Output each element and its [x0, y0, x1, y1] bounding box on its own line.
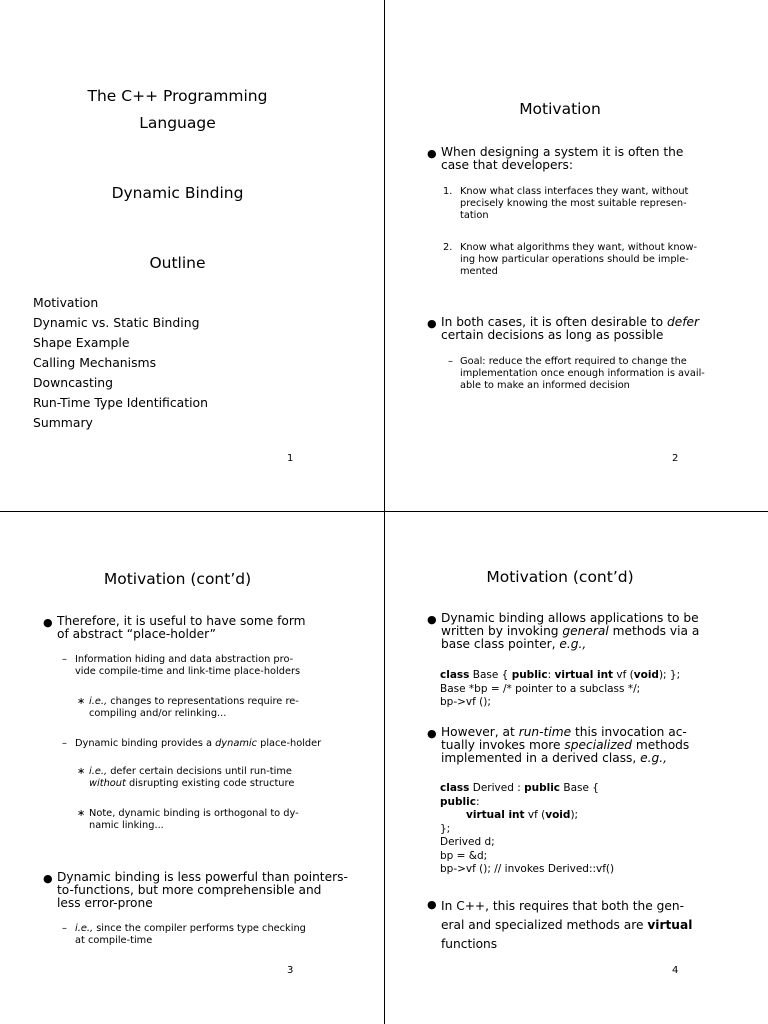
list-line: Know what class interfaces they want, without	[460, 186, 689, 197]
page-number: 1	[287, 453, 294, 464]
star-icon: ∗	[77, 696, 86, 707]
code-span: );	[570, 809, 579, 821]
code-block-1	[440, 669, 680, 710]
emphasis: i.e.,	[89, 696, 108, 707]
dash-icon: –	[62, 738, 67, 749]
bullet-icon: ●	[427, 147, 437, 160]
bullet-text	[441, 897, 692, 954]
bullet-icon: ●	[427, 898, 437, 911]
list-line: tation	[460, 210, 489, 221]
dash-icon: –	[62, 923, 67, 934]
bullet-line: to-functions, but more comprehensible and	[57, 883, 322, 897]
bullet-line: functions	[441, 937, 498, 951]
code-line: };	[440, 822, 451, 835]
code-span: Base {	[560, 782, 599, 794]
bullet-line: When designing a system it is often the	[441, 145, 684, 159]
code-line: Base *bp = /* pointer to a subclass */;	[440, 682, 641, 695]
bullet-icon: ●	[427, 317, 437, 330]
emphasis: e.g.,	[559, 637, 587, 651]
keyword: public	[511, 669, 548, 681]
bullet-text	[57, 871, 348, 910]
slide-1-title-line1: The C++ Programming	[87, 87, 268, 105]
outline-item: Summary	[33, 415, 93, 430]
emphasis: specialized	[564, 738, 632, 752]
sub-line	[89, 778, 294, 790]
outline-item: Calling Mechanisms	[33, 355, 157, 370]
bullet-text	[57, 615, 306, 641]
list-line: ing how particular operations should be imple-	[460, 254, 689, 265]
bullet-icon: ●	[427, 613, 437, 626]
sub-line	[75, 923, 306, 935]
code-span: :	[547, 669, 555, 681]
bullet-line	[441, 916, 692, 935]
outline-item: Dynamic vs. Static Binding	[33, 315, 200, 330]
slide-3	[0, 512, 385, 1024]
sub-line: compiling and/or relinking...	[89, 708, 227, 719]
code-line: bp = &d;	[440, 849, 488, 862]
bullet-line	[441, 752, 689, 765]
sub-line: Information hiding and data abstraction pro-	[75, 654, 294, 665]
sub-item	[75, 654, 300, 678]
code-line	[440, 669, 680, 683]
sub-line: implementation once enough information is avail-	[460, 368, 705, 379]
sub-sub-item	[89, 696, 299, 720]
list-line: Know what algorithms they want, without know-	[460, 242, 698, 253]
slide-4	[385, 512, 768, 1024]
list-item	[460, 186, 688, 222]
keyword: public	[524, 782, 561, 794]
bullet-line: case that developers:	[441, 158, 574, 172]
emphasis: run-time	[518, 725, 572, 739]
text-span: methods via a	[608, 624, 700, 638]
text-span: methods	[631, 738, 690, 752]
outline-heading: Outline	[149, 254, 206, 272]
sub-item	[75, 923, 306, 947]
outline-item: Motivation	[33, 295, 99, 310]
slide-1	[0, 0, 385, 512]
outline-item: Downcasting	[33, 375, 113, 390]
dash-icon: –	[448, 356, 453, 367]
bullet-line: certain decisions as long as possible	[441, 328, 664, 342]
list-line: precisely knowing the most suitable represen-	[460, 198, 687, 209]
bullet-text	[441, 146, 683, 172]
keyword: void	[633, 669, 659, 681]
text-span: written by invoking	[441, 624, 563, 638]
code-line	[440, 782, 614, 796]
keyword: virtual int	[554, 669, 614, 681]
slide-2	[385, 0, 768, 512]
page-number: 3	[287, 965, 294, 976]
sub-line	[89, 696, 299, 708]
list-line: mented	[460, 266, 498, 277]
code-line: Derived d;	[440, 836, 495, 848]
code-span: ); };	[658, 669, 681, 681]
emphasis: general	[562, 624, 609, 638]
page-number: 2	[672, 453, 679, 464]
bullet-line: Therefore, it is useful to have some form	[57, 614, 306, 628]
text-span: defer certain decisions until run-time	[107, 766, 292, 777]
dash-icon: –	[62, 654, 67, 665]
page-number: 4	[672, 965, 679, 976]
sub-sub-item	[89, 766, 294, 790]
keyword: void	[545, 809, 571, 821]
sub-line: namic linking...	[89, 820, 164, 831]
emphasis: defer	[667, 315, 700, 329]
text-span: Dynamic binding provides a	[75, 738, 216, 749]
code-block-2	[440, 782, 614, 877]
sub-item	[75, 738, 321, 750]
text-span: this invocation ac-	[571, 725, 687, 739]
code-span: Base {	[469, 669, 512, 681]
text-span: place-holder	[256, 738, 322, 749]
slide-3-title: Motivation (cont’d)	[103, 570, 252, 588]
text-span: implemented in a derived class,	[441, 751, 641, 765]
code-line	[440, 809, 614, 823]
star-icon: ∗	[77, 808, 86, 819]
bullet-line	[441, 638, 699, 651]
code-line	[440, 796, 614, 810]
outline-item: Run-Time Type Identification	[33, 395, 208, 410]
bullet-line: Dynamic binding is less powerful than pointers-	[57, 870, 348, 884]
list-number: 2.	[443, 242, 453, 253]
emphasis: i.e.,	[89, 766, 108, 777]
sub-line: at compile-time	[75, 935, 153, 946]
emphasis: e.g.,	[640, 751, 668, 765]
bullet-icon: ●	[43, 616, 53, 629]
slide-2-title: Motivation	[519, 100, 601, 118]
bullet-line: Dynamic binding allows applications to be	[441, 611, 699, 625]
code-span: Derived :	[469, 782, 525, 794]
outline-item: Shape Example	[33, 335, 130, 350]
list-item	[460, 242, 697, 278]
bullet-line: less error-prone	[57, 896, 153, 910]
slide-1-subtitle: Dynamic Binding	[111, 184, 244, 202]
text-span: changes to representations require re-	[107, 696, 299, 707]
slide-4-title: Motivation (cont’d)	[486, 568, 634, 586]
star-icon: ∗	[77, 766, 86, 777]
text-span: base class pointer,	[441, 637, 560, 651]
sub-line: able to make an informed decision	[460, 380, 630, 391]
sub-line: vide compile-time and link-time place-holders	[75, 666, 301, 677]
text-span: However, at	[441, 725, 519, 739]
emphasis: without	[89, 778, 126, 789]
bullet-text	[441, 726, 689, 765]
bold-text: virtual	[647, 918, 693, 932]
code-span: :	[475, 795, 480, 808]
bullet-text	[441, 316, 699, 342]
text-span: eral and specialized methods are	[441, 918, 648, 932]
slide-1-title-line2: Language	[139, 114, 216, 132]
emphasis: i.e.,	[75, 923, 94, 934]
keyword: public	[440, 795, 476, 808]
sub-line: Goal: reduce the effort required to change the	[460, 356, 687, 367]
code-line: bp->vf ();	[440, 696, 491, 708]
sub-sub-item	[89, 808, 299, 832]
bullet-text	[441, 612, 699, 651]
code-line: bp->vf (); // invokes Derived::vf()	[440, 863, 615, 875]
text-span: tually invokes more	[441, 738, 565, 752]
sub-line	[89, 766, 294, 778]
list-number: 1.	[443, 186, 453, 197]
emphasis: dynamic	[215, 738, 257, 749]
sub-item	[460, 356, 705, 392]
keyword: virtual int	[466, 809, 525, 821]
bullet-line: In C++, this requires that both the gen-	[441, 899, 684, 913]
keyword: class	[440, 669, 470, 681]
text-span: In both cases, it is often desirable to	[441, 315, 667, 329]
bullet-line: of abstract “place-holder”	[57, 627, 216, 641]
keyword: class	[440, 782, 470, 794]
sub-line: Note, dynamic binding is orthogonal to dy-	[89, 808, 299, 819]
bullet-icon: ●	[427, 727, 437, 740]
code-span: vf (	[524, 809, 546, 821]
code-span: vf (	[613, 669, 634, 681]
bullet-icon: ●	[43, 872, 53, 885]
text-span: since the compiler performs type checking	[93, 923, 306, 934]
text-span: disrupting existing code structure	[125, 778, 295, 789]
